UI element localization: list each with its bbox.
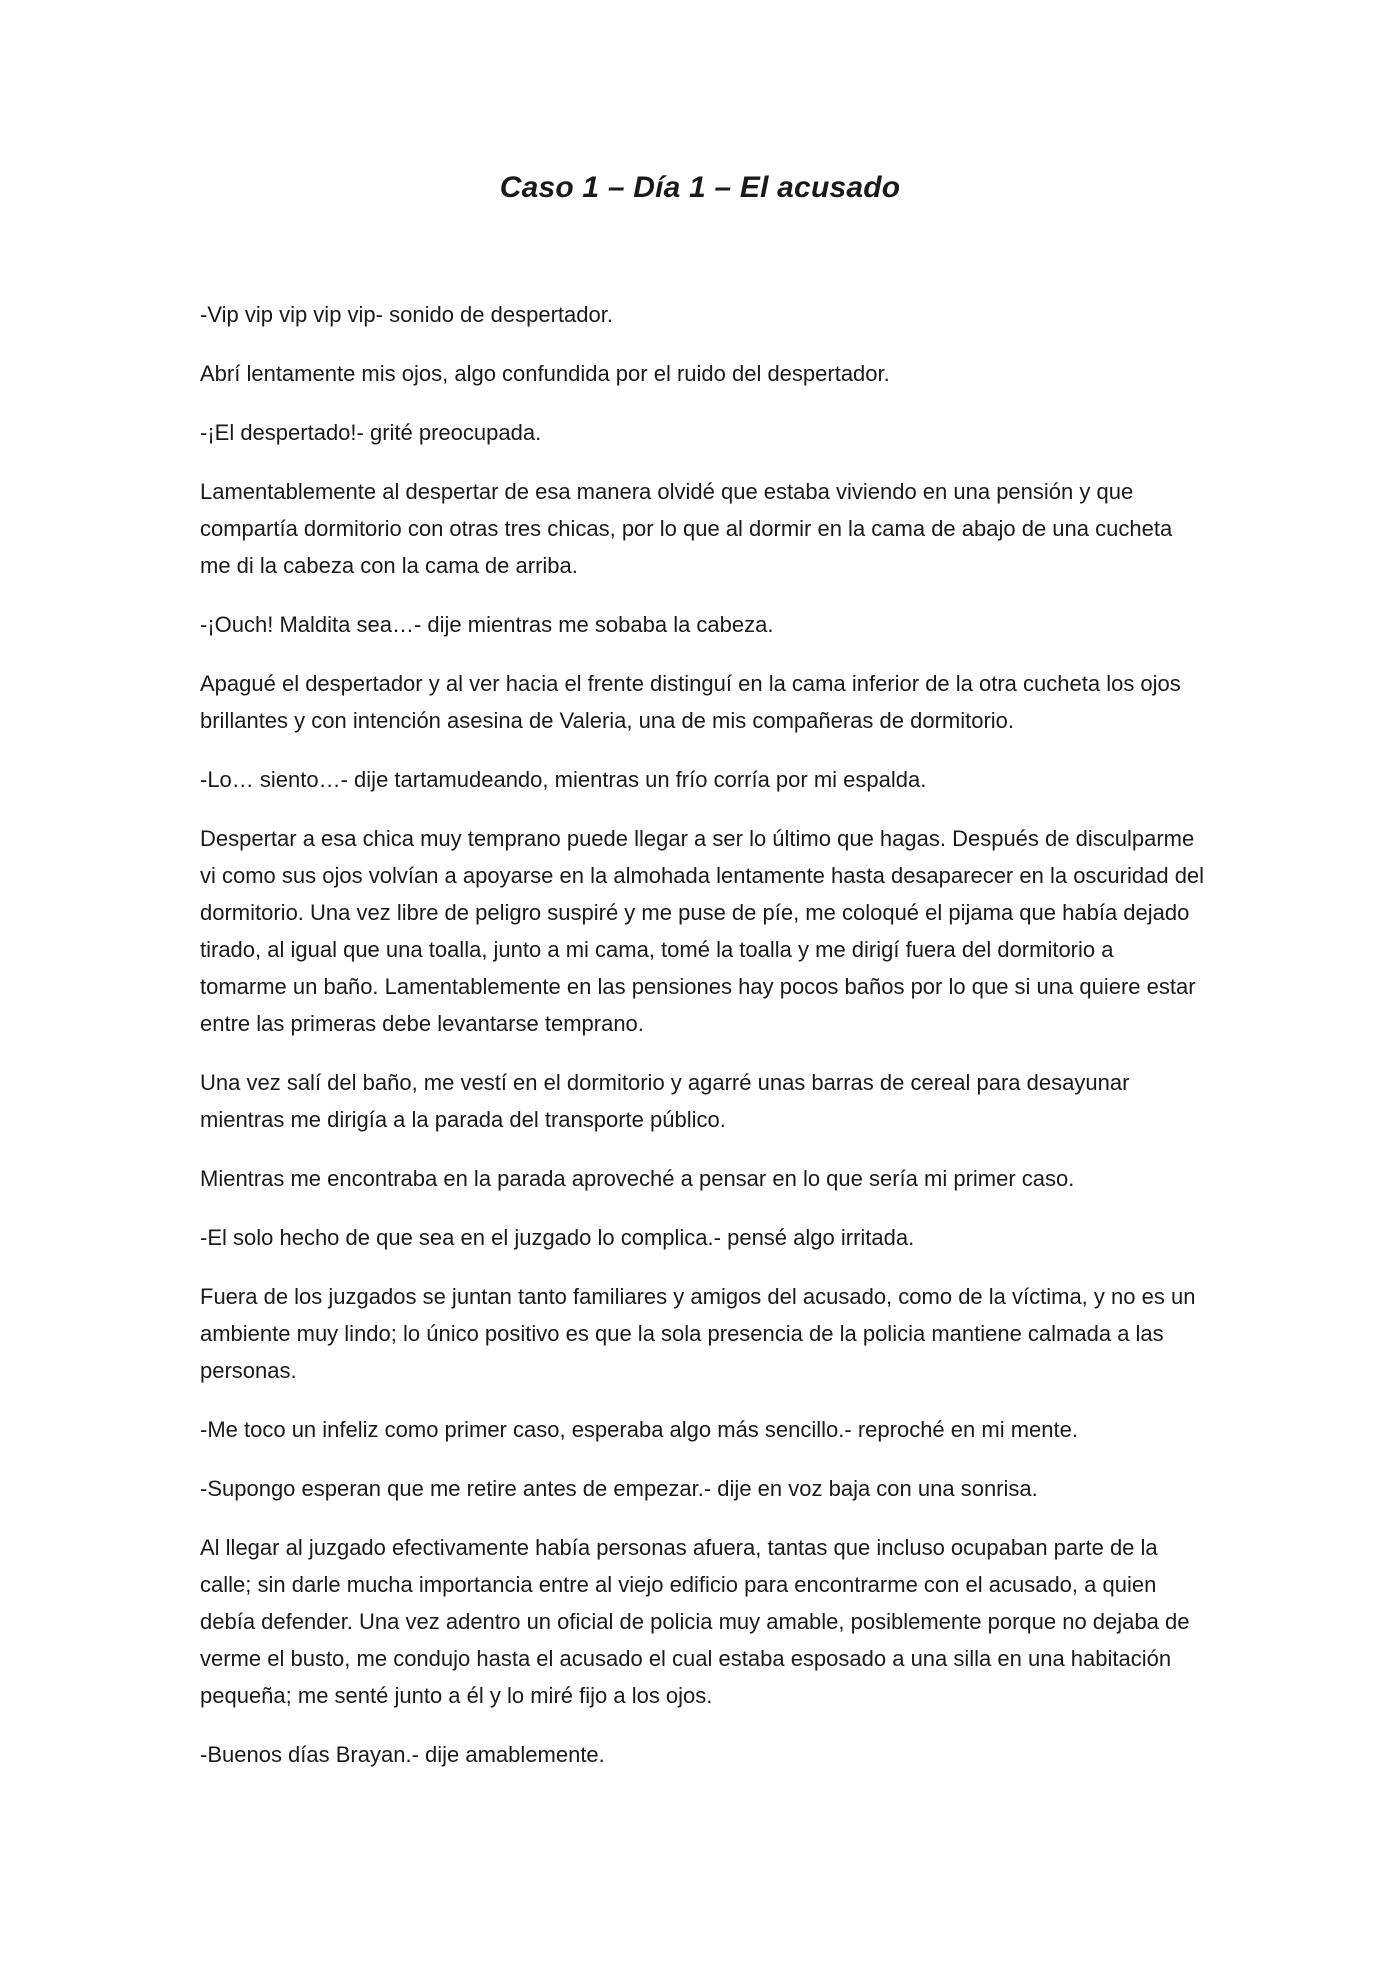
paragraph: Al llegar al juzgado efectivamente había personas afuera, tantas que incluso ocupaban parte de la calle; sin darle mucha importancia entre al viejo edificio para encontrarme con el acusado, a quien debía defender. Una vez adentro un oficial de policia muy amable, posiblemente porque no dejaba de verme el busto, me condujo hasta el acusado el cual estaba esposado a una silla en una habitación pequeña; me senté junto a él y lo miré fijo a los ojos. <box>200 1535 1190 1708</box>
paragraph: Lamentablemente al despertar de esa manera olvidé que estaba viviendo en una pensión y que compartía dormitorio con otras tres chicas, por lo que al dormir en la cama de abajo de una cucheta me di la cabeza con la cama de arriba. <box>200 479 1173 578</box>
paragraph: Abrí lentamente mis ojos, algo confundida por el ruido del despertador. <box>200 361 890 386</box>
document-title: Caso 1 – Día 1 – El acusado <box>499 171 901 204</box>
paragraph: Mientras me encontraba en la parada aproveché a pensar en lo que sería mi primer caso. <box>200 1166 1075 1191</box>
paragraph: -Supongo esperan que me retire antes de empezar.- dije en voz baja con una sonrisa. <box>200 1476 1038 1501</box>
paragraph: -Vip vip vip vip vip- sonido de despertador. <box>200 302 613 327</box>
paragraph: Despertar a esa chica muy temprano puede llegar a ser lo último que hagas. Después de disculparme vi como sus ojos volvían a apoyarse en la almohada lentamente hasta desaparecer en la oscuridad del dormitorio. Una vez libre de peligro suspiré y me puse de píe, me coloqué el pijama que había dejado tirado, al igual que una toalla, junto a mi cama, tomé la toalla y me dirigí fuera del dormitorio a tomarme un baño. Lamentablemente en las pensiones hay pocos baños por lo que si una quiere estar entre las primeras debe levantarse temprano. <box>200 826 1205 1036</box>
paragraph: -Lo… siento…- dije tartamudeando, mientras un frío corría por mi espalda. <box>200 767 927 792</box>
paragraph: -¡Ouch! Maldita sea…- dije mientras me sobaba la cabeza. <box>200 612 774 637</box>
paragraph: -El solo hecho de que sea en el juzgado lo complica.- pensé algo irritada. <box>200 1225 915 1250</box>
paragraph: -Buenos días Brayan.- dije amablemente. <box>200 1742 605 1767</box>
paragraph: Apagué el despertador y al ver hacia el frente distinguí en la cama inferior de la otra cucheta los ojos brillantes y con intención asesina de Valeria, una de mis compañeras de dormitorio. <box>200 671 1181 733</box>
paragraph: Una vez salí del baño, me vestí en el dormitorio y agarré unas barras de cereal para desayunar mientras me dirigía a la parada del transporte público. <box>200 1070 1130 1132</box>
paragraph: -Me toco un infeliz como primer caso, esperaba algo más sencillo.- reproché en mi mente. <box>200 1417 1078 1442</box>
paragraph: -¡El despertado!- grité preocupada. <box>200 420 542 445</box>
document-body <box>200 296 1205 1795</box>
paragraph: Fuera de los juzgados se juntan tanto familiares y amigos del acusado, como de la víctima, y no es un ambiente muy lindo; lo único positivo es que la sola presencia de la policia mantiene calmada a las personas. <box>200 1284 1196 1383</box>
